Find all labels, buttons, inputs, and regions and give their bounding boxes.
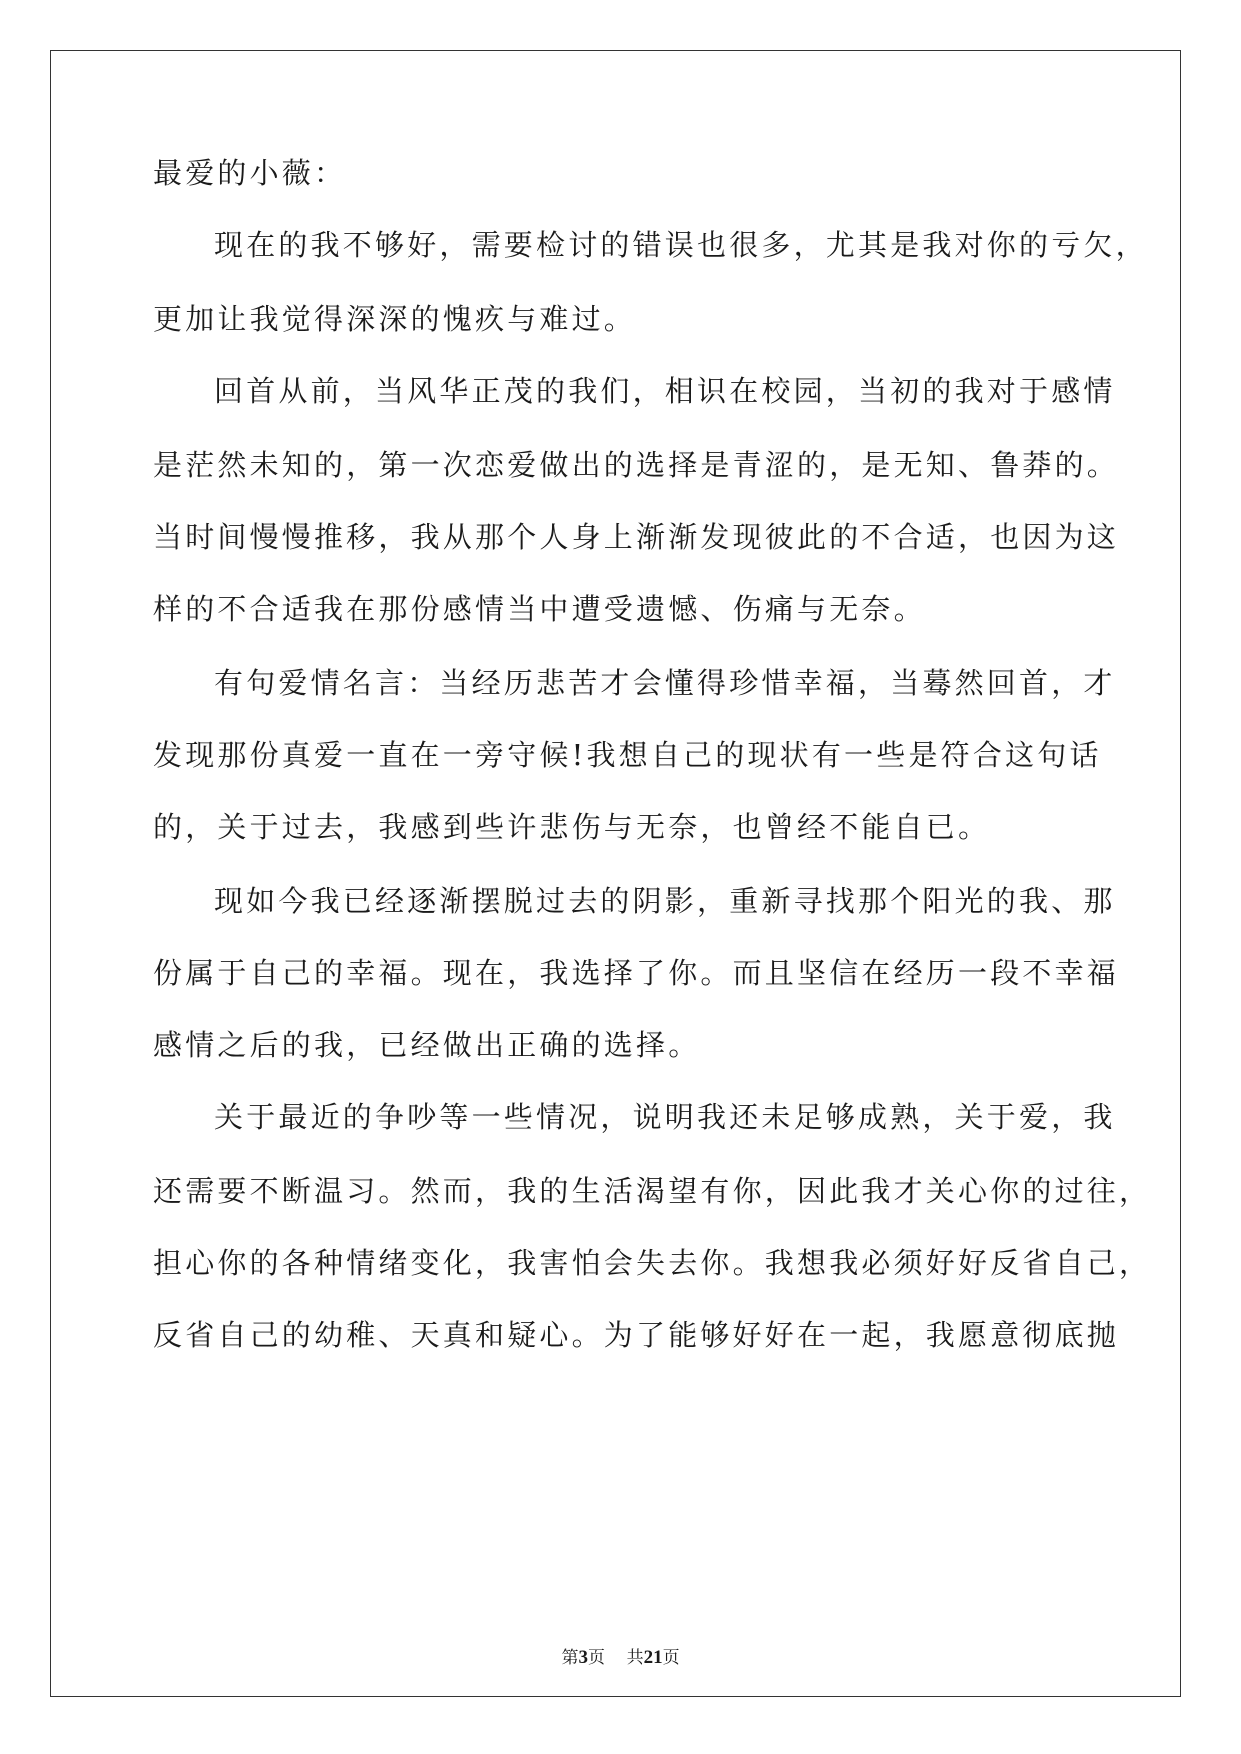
paragraph-2-line-4: 样的不合适我在那份感情当中遭受遗憾、伤痛与无奈。 (153, 592, 926, 626)
footer-total-prefix: 共 (626, 1648, 644, 1668)
paragraph-3-line-2: 发现那份真爱一直在一旁守候!我想自己的现状有一些是符合这句话 (153, 738, 1102, 772)
paragraph-2-line-2: 是茫然未知的，第一次恋爱做出的选择是青涩的，是无知、鲁莽的。 (153, 448, 1120, 482)
paragraph-1-line-1: 现在的我不够好，需要检讨的错误也很多，尤其是我对你的亏欠， (214, 228, 1148, 262)
paragraph-5-line-3: 担心你的各种情绪变化，我害怕会失去你。我想我必须好好反省自己， (153, 1246, 1152, 1280)
paragraph-4-line-3: 感情之后的我，已经做出正确的选择。 (153, 1028, 701, 1062)
total-page-count: 21 (643, 1647, 663, 1668)
paragraph-4-line-2: 份属于自己的幸福。现在，我选择了你。而且坚信在经历一段不幸福 (153, 956, 1120, 990)
salutation: 最爱的小薇： (153, 156, 347, 190)
paragraph-5-line-1: 关于最近的争吵等一些情况，说明我还未足够成熟，关于爱，我 (214, 1100, 1116, 1134)
paragraph-1-line-2: 更加让我觉得深深的愧疚与难过。 (153, 302, 637, 336)
footer-total-suffix: 页 (662, 1648, 680, 1668)
paragraph-4-line-1: 现如今我已经逐渐摆脱过去的阴影，重新寻找那个阳光的我、那 (214, 884, 1116, 918)
footer-prefix: 第 (561, 1648, 579, 1668)
paragraph-2-line-3: 当时间慢慢推移，我从那个人身上渐渐发现彼此的不合适，也因为这 (153, 520, 1120, 554)
paragraph-3-line-3: 的，关于过去，我感到些许悲伤与无奈，也曾经不能自已。 (153, 810, 991, 844)
current-page-number: 3 (578, 1647, 588, 1668)
paragraph-2-line-1: 回首从前，当风华正茂的我们，相识在校园，当初的我对于感情 (214, 374, 1116, 408)
page-footer (0, 1646, 1241, 1670)
footer-page-suffix: 页 (587, 1648, 605, 1668)
page-frame (50, 50, 1181, 1697)
paragraph-5-line-4: 反省自己的幼稚、天真和疑心。为了能够好好在一起，我愿意彻底抛 (153, 1318, 1120, 1352)
paragraph-5-line-2: 还需要不断温习。然而，我的生活渴望有你，因此我才关心你的过往， (153, 1174, 1152, 1208)
paragraph-3-line-1: 有句爱情名言：当经历悲苦才会懂得珍惜幸福，当蓦然回首，才 (214, 666, 1116, 700)
